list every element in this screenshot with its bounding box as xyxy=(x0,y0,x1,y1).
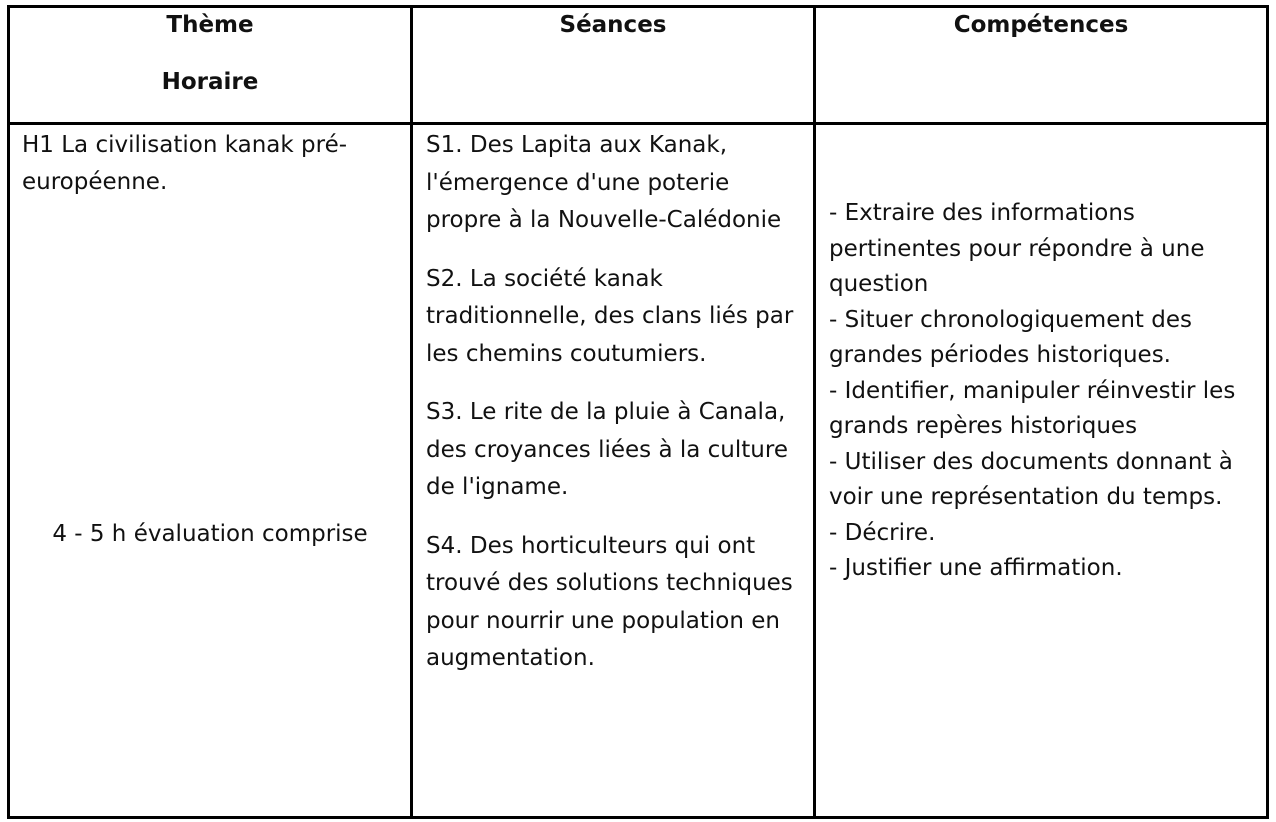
competences-cell xyxy=(829,196,1264,587)
header-row-divider xyxy=(7,122,1269,125)
competence-item: - Justifier une affirmation. xyxy=(829,555,1123,581)
column-divider-1 xyxy=(410,5,413,819)
seances-cell xyxy=(426,127,811,678)
theme-cell xyxy=(22,127,402,201)
table-border-left xyxy=(7,5,10,819)
table-border-top xyxy=(7,5,1269,8)
seance-s2: S2. La société kanak traditionnelle, des clans liés par les chemins coutumiers. xyxy=(426,265,794,367)
competence-item: - Identifier, manipuler réinvestir les grands repères historiques xyxy=(829,377,1236,439)
competences-list xyxy=(829,196,1264,587)
seance-s4: S4. Des horticulteurs qui ont trouvé des solutions techniques pour nourrir une population en augmentation. xyxy=(426,532,793,671)
header-horaire: Horaire xyxy=(161,69,259,95)
horaire-cell xyxy=(10,516,410,553)
column-divider-2 xyxy=(813,5,816,819)
competence-item: - Extraire des informations pertinentes pour répondre à une question xyxy=(829,200,1205,297)
competence-item: - Situer chronologiquement des grandes périodes historiques. xyxy=(829,306,1192,368)
header-theme: Thème xyxy=(166,12,254,38)
table-border-bottom xyxy=(7,816,1269,819)
seance-s3: S3. Le rite de la pluie à Canala, des croyances liées à la culture de l'igname. xyxy=(426,399,788,500)
table-border-right xyxy=(1266,5,1269,819)
header-seances: Séances xyxy=(559,12,667,38)
header-competences: Compétences xyxy=(953,12,1129,38)
program-table xyxy=(7,5,1269,819)
competence-item: - Utiliser des documents donnant à voir une représentation du temps. xyxy=(829,448,1233,510)
horaire-text: 4 - 5 h évaluation comprise xyxy=(52,521,368,547)
competence-item: - Décrire. xyxy=(829,519,936,546)
theme-title: H1 La civilisation kanak pré- européenne. xyxy=(22,132,348,195)
seance-s1: S1. Des Lapita aux Kanak, l'émergence d'une poterie propre à la Nouvelle-Calédonie xyxy=(426,132,782,233)
